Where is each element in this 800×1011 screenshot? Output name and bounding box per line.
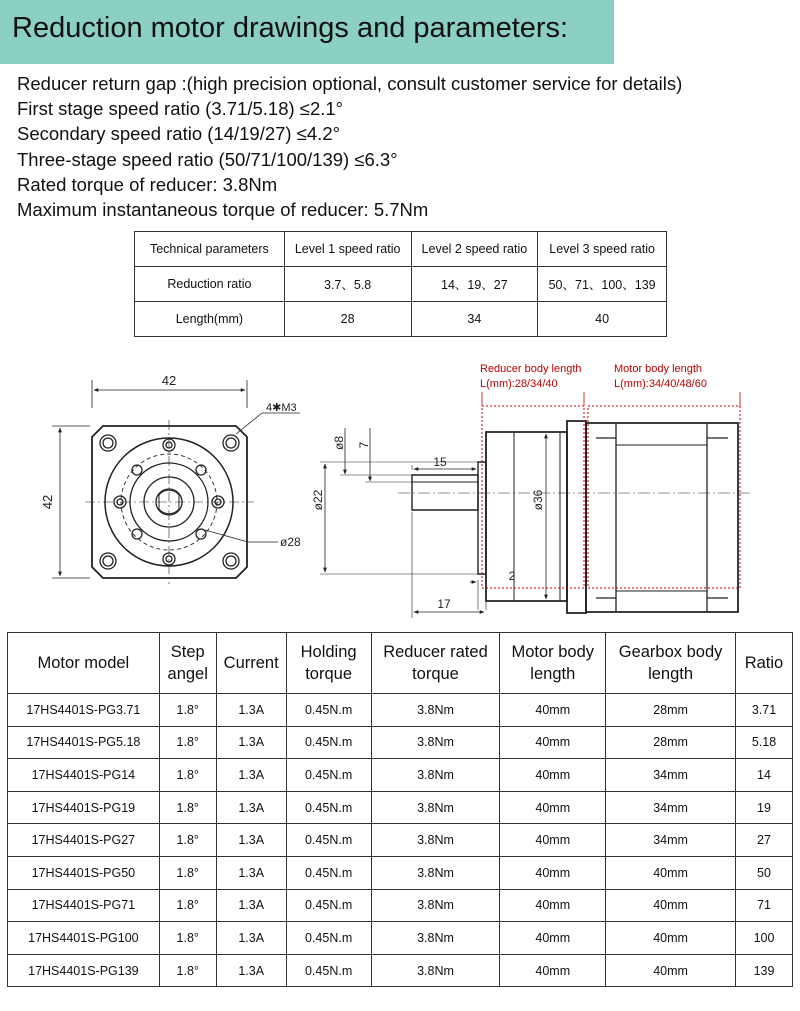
header-text: Gearbox body [618, 643, 723, 661]
header-text: angel [167, 665, 208, 683]
model-cell: 17HS4401S-PG3.71 [8, 694, 160, 727]
motor-length-cell: 40mm [500, 856, 606, 889]
gearbox-length-cell: 40mm [606, 856, 736, 889]
motor-length-cell: 40mm [500, 824, 606, 857]
header-text: Motor body [511, 643, 595, 661]
spec-line-second-stage: Secondary speed ratio (14/19/27) ≤4.2° [17, 123, 341, 145]
motor-length-cell: 40mm [500, 726, 606, 759]
dim-body-dia: ø36 [531, 489, 545, 511]
table-row [8, 856, 793, 889]
spec-list [17, 71, 682, 222]
tech-header-cell: Level 2 speed ratio [411, 232, 538, 267]
tech-cell: Length(mm) [135, 302, 285, 337]
model-cell: 17HS4401S-PG19 [8, 791, 160, 824]
reducer-torque-cell: 3.8Nm [371, 759, 500, 792]
dim-boss-dia: ø22 [311, 489, 325, 511]
motor-length-values: L(mm):34/40/48/60 [614, 378, 707, 390]
motor-models-table [7, 632, 793, 987]
title-banner [0, 0, 614, 64]
dim-shaft-length: 15 [433, 455, 447, 469]
current-cell: 1.3A [216, 889, 286, 922]
header-ratio [735, 633, 792, 694]
ratio-cell: 100 [735, 922, 792, 955]
tech-header-cell: Technical parameters [135, 232, 285, 267]
reducer-length-values: L(mm):28/34/40 [480, 378, 558, 390]
header-motor-model [8, 633, 160, 694]
current-cell: 1.3A [216, 824, 286, 857]
step-angle-cell: 1.8° [159, 824, 216, 857]
models-table-body [8, 694, 793, 987]
table-row [8, 889, 793, 922]
model-cell: 17HS4401S-PG100 [8, 922, 160, 955]
motor-length-label: Motor body length [614, 363, 703, 375]
table-row [8, 694, 793, 727]
reducer-torque-cell: 3.8Nm [371, 791, 500, 824]
table-row [8, 922, 793, 955]
gearbox-length-cell: 34mm [606, 791, 736, 824]
tech-cell: 50、71、100、139 [538, 267, 667, 302]
table-row [8, 791, 793, 824]
model-cell: 17HS4401S-PG71 [8, 889, 160, 922]
gearbox-length-cell: 40mm [606, 954, 736, 987]
dim-boss-height: 2 [508, 569, 516, 583]
dim-total-shaft: 17 [437, 597, 451, 611]
ratio-cell: 5.18 [735, 726, 792, 759]
current-cell: 1.3A [216, 694, 286, 727]
current-cell: 1.3A [216, 759, 286, 792]
model-cell: 17HS4401S-PG139 [8, 954, 160, 987]
step-angle-cell: 1.8° [159, 889, 216, 922]
reducer-torque-cell: 3.8Nm [371, 856, 500, 889]
tech-row [135, 302, 667, 337]
label-screw-spec: 4✱M3 [266, 402, 297, 414]
ratio-cell: 14 [735, 759, 792, 792]
tech-cell: 34 [411, 302, 538, 337]
header-step-angle [159, 633, 216, 694]
models-header-row [8, 633, 793, 694]
header-text: Reducer rated [383, 643, 488, 661]
motor-length-cell: 40mm [500, 889, 606, 922]
technical-parameters-table [134, 231, 667, 337]
holding-torque-cell: 0.45N.m [286, 922, 371, 955]
spec-line-return-gap: Reducer return gap :(high precision optional, consult customer service for details) [17, 73, 683, 94]
reducer-torque-cell: 3.8Nm [371, 922, 500, 955]
reducer-torque-cell: 3.8Nm [371, 726, 500, 759]
tech-cell: 40 [538, 302, 667, 337]
gearbox-length-cell: 28mm [606, 726, 736, 759]
ratio-cell: 19 [735, 791, 792, 824]
current-cell: 1.3A [216, 922, 286, 955]
current-cell: 1.3A [216, 726, 286, 759]
tech-header-cell: Level 1 speed ratio [284, 232, 411, 267]
tech-row [135, 267, 667, 302]
dim-front-height: 42 [40, 494, 55, 510]
motor-length-cell: 40mm [500, 759, 606, 792]
model-cell: 17HS4401S-PG50 [8, 856, 160, 889]
gearbox-length-cell: 28mm [606, 694, 736, 727]
motor-length-cell: 40mm [500, 954, 606, 987]
header-text: Ratio [744, 654, 784, 672]
holding-torque-cell: 0.45N.m [286, 889, 371, 922]
holding-torque-cell: 0.45N.m [286, 694, 371, 727]
spec-line-rated-torque: Rated torque of reducer: 3.8Nm [17, 173, 278, 195]
tech-cell: 14、19、27 [411, 267, 538, 302]
ratio-cell: 50 [735, 856, 792, 889]
tech-header-cell: Level 3 speed ratio [538, 232, 667, 267]
table-row [8, 726, 793, 759]
reducer-torque-cell: 3.8Nm [371, 889, 500, 922]
header-holding-torque [286, 633, 371, 694]
header-reducer-torque [371, 633, 500, 694]
front-view [52, 380, 300, 584]
step-angle-cell: 1.8° [159, 726, 216, 759]
step-angle-cell: 1.8° [159, 759, 216, 792]
header-text: Current [223, 654, 279, 672]
dim-flat-depth: 7 [357, 441, 371, 449]
step-angle-cell: 1.8° [159, 856, 216, 889]
ratio-cell: 71 [735, 889, 792, 922]
holding-torque-cell: 0.45N.m [286, 759, 371, 792]
gearbox-length-cell: 34mm [606, 824, 736, 857]
gearbox-length-cell: 40mm [606, 922, 736, 955]
reducer-torque-cell: 3.8Nm [371, 694, 500, 727]
technical-drawing [0, 350, 800, 622]
tech-cell: 3.7、5.8 [284, 267, 411, 302]
header-text: Holding [300, 643, 357, 661]
header-motor-length [500, 633, 606, 694]
step-angle-cell: 1.8° [159, 694, 216, 727]
gearbox-length-cell: 40mm [606, 889, 736, 922]
dim-shaft-dia: ø8 [332, 435, 346, 451]
tech-cell: Reduction ratio [135, 267, 285, 302]
header-text: torque [305, 665, 353, 683]
tech-header-row [135, 232, 667, 267]
spec-line-max-torque: Maximum instantaneous torque of reducer: 5.7Nm [17, 199, 429, 221]
reducer-torque-cell: 3.8Nm [371, 954, 500, 987]
holding-torque-cell: 0.45N.m [286, 824, 371, 857]
motor-length-box [588, 406, 740, 588]
header-current [216, 633, 286, 694]
label-pilot-dia: ø28 [280, 535, 301, 549]
model-cell: 17HS4401S-PG27 [8, 824, 160, 857]
header-text: Step [170, 643, 205, 661]
header-text: length [530, 665, 576, 683]
header-gearbox-length [606, 633, 736, 694]
model-cell: 17HS4401S-PG14 [8, 759, 160, 792]
motor-length-cell: 40mm [500, 791, 606, 824]
current-cell: 1.3A [216, 791, 286, 824]
table-row [8, 759, 793, 792]
page-title: Reduction motor drawings and parameters: [12, 12, 569, 44]
header-text: Motor model [37, 654, 130, 672]
gearbox-length-cell: 34mm [606, 759, 736, 792]
model-cell: 17HS4401S-PG5.18 [8, 726, 160, 759]
table-row [8, 824, 793, 857]
current-cell: 1.3A [216, 954, 286, 987]
step-angle-cell: 1.8° [159, 791, 216, 824]
spec-line-third-stage: Three-stage speed ratio (50/71/100/139) ≤6.3° [17, 148, 398, 170]
step-angle-cell: 1.8° [159, 922, 216, 955]
holding-torque-cell: 0.45N.m [286, 791, 371, 824]
ratio-cell: 139 [735, 954, 792, 987]
header-text: length [648, 665, 694, 683]
ratio-cell: 27 [735, 824, 792, 857]
motor-length-cell: 40mm [500, 922, 606, 955]
reducer-length-label: Reducer body length [480, 363, 582, 375]
ratio-cell: 3.71 [735, 694, 792, 727]
holding-torque-cell: 0.45N.m [286, 726, 371, 759]
tech-cell: 28 [284, 302, 411, 337]
reducer-torque-cell: 3.8Nm [371, 824, 500, 857]
holding-torque-cell: 0.45N.m [286, 856, 371, 889]
current-cell: 1.3A [216, 856, 286, 889]
holding-torque-cell: 0.45N.m [286, 954, 371, 987]
motor-length-cell: 40mm [500, 694, 606, 727]
dim-front-width: 42 [161, 373, 177, 388]
spec-line-first-stage: First stage speed ratio (3.71/5.18) ≤2.1° [17, 98, 344, 120]
table-row [8, 954, 793, 987]
header-text: torque [412, 665, 459, 683]
step-angle-cell: 1.8° [159, 954, 216, 987]
